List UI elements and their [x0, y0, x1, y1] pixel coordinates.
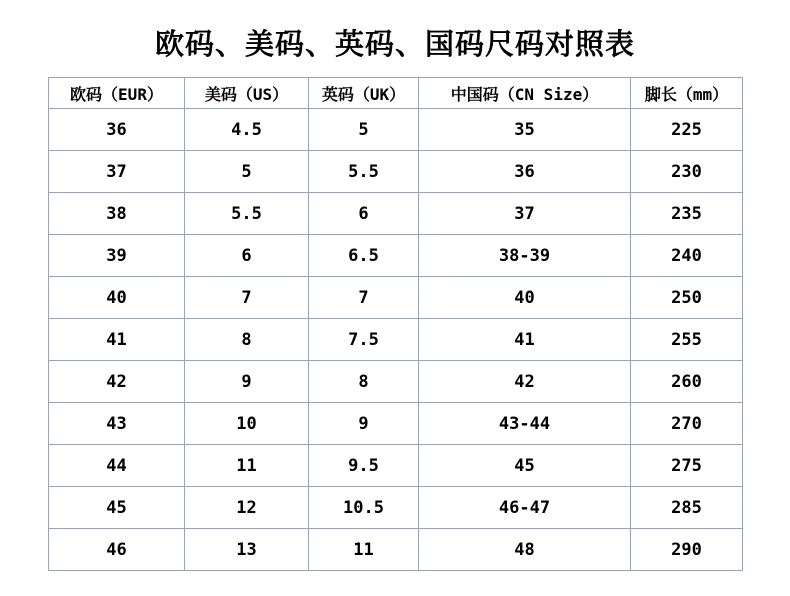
- cell-uk: 5.5: [309, 151, 419, 193]
- cell-cn: 46-47: [419, 487, 631, 529]
- cell-us: 5.5: [185, 193, 309, 235]
- cell-eur: 42: [49, 361, 185, 403]
- cell-uk: 5: [309, 109, 419, 151]
- cell-us: 5: [185, 151, 309, 193]
- cell-us: 8: [185, 319, 309, 361]
- cell-eur: 38: [49, 193, 185, 235]
- cell-uk: 6.5: [309, 235, 419, 277]
- cell-us: 11: [185, 445, 309, 487]
- table-row: [49, 235, 743, 277]
- table-row: [49, 403, 743, 445]
- cell-us: 9: [185, 361, 309, 403]
- cell-eur: 36: [49, 109, 185, 151]
- column-header-us: 美码（US）: [185, 78, 309, 109]
- table-header-row: [49, 78, 743, 109]
- cell-footlength: 275: [631, 445, 743, 487]
- table-row: [49, 109, 743, 151]
- cell-eur: 40: [49, 277, 185, 319]
- cell-us: 4.5: [185, 109, 309, 151]
- cell-us: 7: [185, 277, 309, 319]
- cell-eur: 43: [49, 403, 185, 445]
- cell-us: 10: [185, 403, 309, 445]
- cell-eur: 39: [49, 235, 185, 277]
- cell-footlength: 285: [631, 487, 743, 529]
- cell-cn: 35: [419, 109, 631, 151]
- cell-uk: 11: [309, 529, 419, 571]
- cell-cn: 41: [419, 319, 631, 361]
- cell-uk: 9.5: [309, 445, 419, 487]
- cell-footlength: 270: [631, 403, 743, 445]
- cell-cn: 42: [419, 361, 631, 403]
- table-row: [49, 361, 743, 403]
- cell-eur: 45: [49, 487, 185, 529]
- cell-footlength: 230: [631, 151, 743, 193]
- cell-cn: 40: [419, 277, 631, 319]
- cell-uk: 7.5: [309, 319, 419, 361]
- size-conversion-table: [48, 77, 743, 571]
- column-header-footlength: 脚长（mm）: [631, 78, 743, 109]
- cell-cn: 37: [419, 193, 631, 235]
- column-header-eur: 欧码（EUR）: [49, 78, 185, 109]
- cell-eur: 37: [49, 151, 185, 193]
- table-row: [49, 445, 743, 487]
- cell-us: 13: [185, 529, 309, 571]
- cell-uk: 10.5: [309, 487, 419, 529]
- table-header: [49, 78, 743, 109]
- cell-us: 6: [185, 235, 309, 277]
- table-container: [0, 77, 790, 571]
- table-row: [49, 487, 743, 529]
- cell-uk: 6: [309, 193, 419, 235]
- cell-footlength: 225: [631, 109, 743, 151]
- table-row: [49, 319, 743, 361]
- cell-footlength: 240: [631, 235, 743, 277]
- column-header-uk: 英码（UK）: [309, 78, 419, 109]
- cell-footlength: 235: [631, 193, 743, 235]
- table-row: [49, 277, 743, 319]
- cell-footlength: 290: [631, 529, 743, 571]
- cell-footlength: 260: [631, 361, 743, 403]
- cell-cn: 43-44: [419, 403, 631, 445]
- cell-uk: 9: [309, 403, 419, 445]
- cell-cn: 45: [419, 445, 631, 487]
- cell-eur: 41: [49, 319, 185, 361]
- table-row: [49, 193, 743, 235]
- cell-eur: 44: [49, 445, 185, 487]
- cell-uk: 7: [309, 277, 419, 319]
- page-title: 欧码、美码、英码、国码尺码对照表: [154, 27, 635, 61]
- cell-eur: 46: [49, 529, 185, 571]
- cell-footlength: 250: [631, 277, 743, 319]
- cell-cn: 38-39: [419, 235, 631, 277]
- cell-footlength: 255: [631, 319, 743, 361]
- cell-us: 12: [185, 487, 309, 529]
- cell-uk: 8: [309, 361, 419, 403]
- cell-cn: 48: [419, 529, 631, 571]
- table-row: [49, 151, 743, 193]
- column-header-cn: 中国码（CN Size）: [419, 78, 631, 109]
- cell-cn: 36: [419, 151, 631, 193]
- table-row: [49, 529, 743, 571]
- table-body: [49, 109, 743, 571]
